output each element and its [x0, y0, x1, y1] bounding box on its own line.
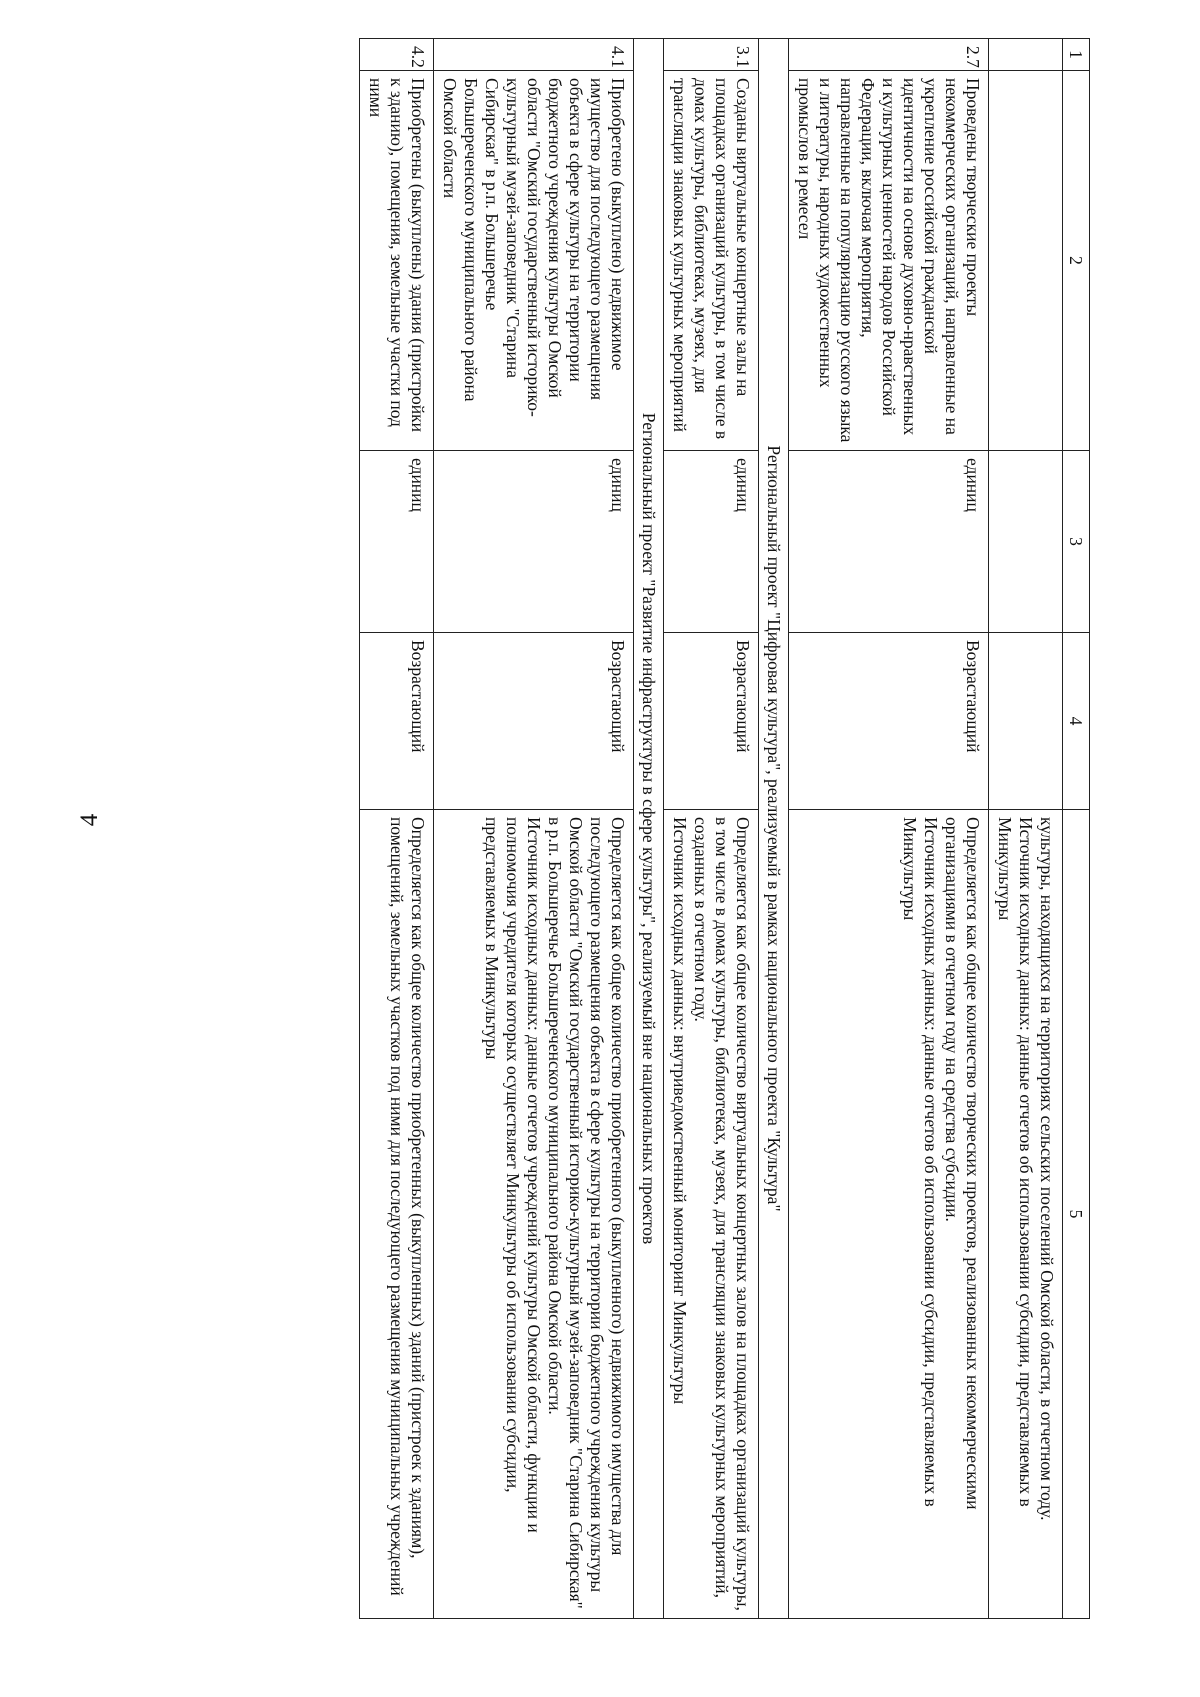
table-row: [664, 39, 759, 1619]
header-cell: 1: [1063, 39, 1090, 71]
header-row: [1063, 39, 1090, 1619]
rotated-table-container: [118, 38, 1090, 1618]
header-cell: 4: [1063, 633, 1090, 810]
row-number: 3.1: [664, 39, 759, 71]
page-number: 4: [76, 813, 103, 827]
trend-cell: Возрастающий: [360, 633, 434, 810]
header-cell: 2: [1063, 71, 1090, 451]
method-text: Определяется как общее количество приобретенного (выкупленного) недвижимого имущества для последующего размещения объекта в сфере культуры на территории бюджетного учреждения культуры Омской области "Омский государственный историко-культурный музей-заповедник "Старина Сибирская" в р.п. Большеречье Большереченского муниципального района Омской области.: [545, 817, 628, 1609]
trend-cell: Возрастающий: [664, 633, 759, 810]
method-text: Определяется как общее количество виртуальных концертных залов на площадках организаций культуры, в том числе в домах культуры, библиотеках, музеях, для трансляции знаковых культурных мероприятий, созданных в отчетном году.: [691, 817, 753, 1611]
header-cell: 3: [1063, 451, 1090, 633]
method-source: Источник исходных данных: данные отчетов об использовании субсидии, представляемых в Минкультуры: [995, 817, 1036, 1507]
row-number: 2.7: [789, 39, 989, 71]
section-title: Региональный проект "Цифровая культура", реализуемый в рамках национального проекта "Культура": [759, 39, 789, 1619]
unit-cell: [989, 451, 1063, 633]
method-cell: [434, 810, 634, 1619]
trend-cell: Возрастающий: [434, 633, 634, 810]
section-row: [634, 39, 664, 1619]
table-row: [789, 39, 989, 1619]
indicators-table: [359, 38, 1090, 1619]
method-cell: [789, 810, 989, 1619]
row-number: [989, 39, 1063, 71]
table-row: [360, 39, 434, 1619]
unit-cell: единиц: [360, 451, 434, 633]
indicator-name: Приобретены (выкуплены) здания (пристройки к зданию), помещения, земельные участки под ними: [360, 71, 434, 451]
method-text: культуры, находящихся на территориях сельских поселений Омской области, в отчетном году.: [1037, 817, 1057, 1521]
trend-cell: Возрастающий: [789, 633, 989, 810]
indicator-name: Созданы виртуальные концертные залы на площадках организаций культуры, в том числе в домах культуры, библиотеках, музеях, для трансляции знаковых культурных мероприятий: [664, 71, 759, 451]
indicator-name: Приобретено (выкуплено) недвижимое имущество для последующего размещения объекта в сфере культуры на территории бюджетного учреждения культуры Омской области "Омский государственный историко-культурный музей-заповедник "Старина Сибирская" в р.п. Большеречье Большереченского муниципального района Омской области: [434, 71, 634, 451]
header-cell: 5: [1063, 810, 1090, 1619]
method-text: Определяется как общее количество творческих проектов, реализованных некоммерческими организациями в отчетном году на средства субсидии.: [942, 817, 983, 1510]
row-number: 4.2: [360, 39, 434, 71]
indicator-name: Проведены творческие проекты некоммерческих организаций, направленные на укрепление российской гражданской идентичности на основе духовно-нравственных и культурных ценностей народов Российской Федерации, включая мероприятия, направленные на популяризацию русского языка и литературы, народных художественных промыслов и ремесел: [789, 71, 989, 451]
table-row: [989, 39, 1063, 1619]
unit-cell: единиц: [434, 451, 634, 633]
indicator-name: [989, 71, 1063, 451]
method-source: Источник исходных данных: данные отчетов учреждений культуры Омской области, функции и полномочия учредителя которых осуществляет Минкультуры об использовании субсидии, представляемых в Минкультуры: [482, 817, 544, 1533]
method-cell: [989, 810, 1063, 1619]
table-row: [434, 39, 634, 1619]
row-number: 4.1: [434, 39, 634, 71]
trend-cell: [989, 633, 1063, 810]
method-text: Определяется как общее количество приобретенных (выкупленных) зданий (пристроек к зданиям), помещений, земельных участков под ними для последующего размещения муниципальных учреждений: [387, 817, 428, 1596]
method-source: Источник исходных данных: данные отчетов об использовании субсидии, представляемых в Минкультуры: [900, 817, 941, 1507]
method-source: Источник исходных данных: внутриведомственный мониторинг Минкультуры: [670, 817, 690, 1405]
method-cell: [360, 810, 434, 1619]
section-row: [759, 39, 789, 1619]
section-title: Региональный проект "Развитие инфраструктуры в сфере культуры", реализуемый вне национальных проектов: [634, 39, 664, 1619]
unit-cell: единиц: [664, 451, 759, 633]
method-cell: [664, 810, 759, 1619]
unit-cell: единиц: [789, 451, 989, 633]
